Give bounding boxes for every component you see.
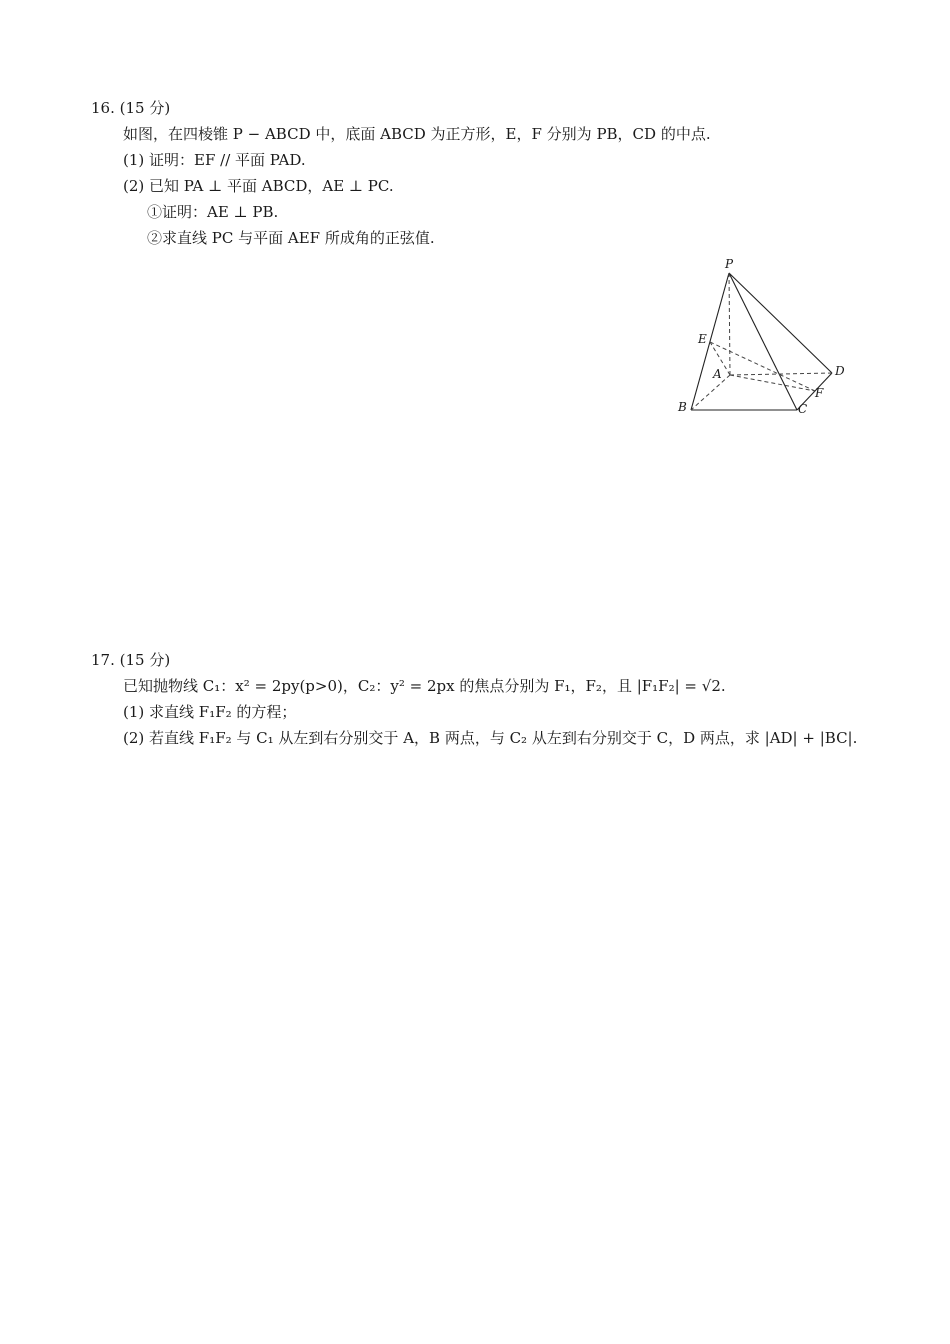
q16-header: 16. (15 分) — [91, 99, 171, 117]
q16-part2: (2) 已知 PA ⊥ 平面 ABCD，AE ⊥ PC. — [123, 177, 394, 195]
label-P: P — [725, 257, 734, 271]
edge-PB — [691, 273, 729, 410]
label-A: A — [713, 367, 722, 381]
segment-EF — [710, 342, 815, 391]
q16-stem: 如图，在四棱锥 P − ABCD 中，底面 ABCD 为正方形，E，F 分别为 PB，CD 的中点. — [123, 125, 711, 143]
edge-AB — [691, 375, 730, 410]
segment-AF — [730, 375, 815, 391]
q16-part2-2: ②求直线 PC 与平面 AEF 所成角的正弦值. — [147, 229, 435, 247]
q16-part2-1: ①证明：AE ⊥ PB. — [147, 203, 279, 221]
q17-part1: (1) 求直线 F₁F₂ 的方程； — [123, 703, 297, 721]
label-C: C — [798, 402, 808, 416]
label-D: D — [835, 364, 845, 378]
q17-part2: (2) 若直线 F₁F₂ 与 C₁ 从左到右分别交于 A，B 两点，与 C₂ 从左到右分别交于 C，D 两点，求 |AD| + |BC|. — [123, 729, 858, 747]
q17-stem: 已知抛物线 C₁：x² = 2py(p>0)，C₂：y² = 2px 的焦点分别为 F₁，F₂，且 |F₁F₂| = √2. — [123, 677, 726, 695]
label-F: F — [815, 386, 824, 400]
edge-PC — [729, 273, 797, 410]
pyramid-figure — [670, 250, 860, 420]
edge-PA — [729, 273, 730, 375]
q16-part1: (1) 证明：EF // 平面 PAD. — [123, 151, 306, 169]
label-E: E — [698, 332, 707, 346]
label-B: B — [678, 400, 687, 414]
q17-header: 17. (15 分) — [91, 651, 171, 669]
